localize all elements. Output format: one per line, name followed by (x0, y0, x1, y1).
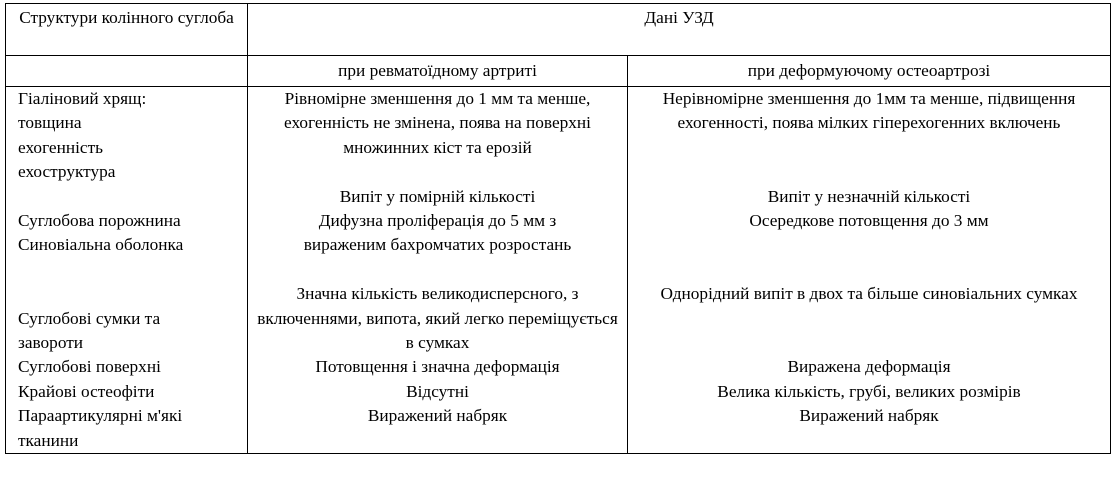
ra-header-cell (248, 56, 628, 87)
subheader-row (6, 56, 1111, 87)
structure-bursae: Суглобові сумки та (18, 308, 161, 328)
oa-column (628, 87, 1111, 454)
structure-synovium: Синовіальна оболонка (18, 235, 184, 255)
structure-thickness: товщина (18, 113, 82, 133)
oa-header-cell (628, 56, 1111, 87)
structures-column (6, 87, 248, 454)
ra-header: при ревматоїдному артриті (338, 61, 537, 80)
oa-cartilage: Нерівномірне зменшення до 1мм та менше, підвищення ехогенності, поява мілких гіперехогенних включень (662, 89, 1076, 133)
structure-echostructure: ехоструктура (18, 162, 116, 182)
oa-header: при деформуючому остеоартрозі (747, 61, 991, 80)
ra-effusion: Випіт у помірній кількості (339, 186, 536, 206)
oa-soft-tissue: Виражений набряк (799, 406, 939, 426)
structure-echogenicity: ехогенність (18, 137, 103, 157)
ultrasound-comparison-table (5, 3, 1111, 454)
us-data-header: Дані УЗД (644, 8, 714, 27)
ra-surfaces: Потовщення і значна деформація (315, 357, 560, 377)
header-row (6, 4, 1111, 56)
ra-bursae: Значна кількість великодисперсного, з включеннями, випота, який легко переміщується в сумках (257, 284, 618, 352)
empty-subheader-cell (6, 56, 248, 87)
ra-column (248, 87, 628, 454)
structure-joint-surfaces: Суглобові поверхні (18, 357, 161, 377)
oa-osteophytes: Велика кількість, грубі, великих розмірів (717, 381, 1021, 401)
structure-osteophytes: Крайові остеофіти (18, 381, 155, 401)
oa-bursae: Однорідний випіт в двох та більше синовіальних сумках (660, 284, 1078, 304)
body-row (6, 87, 1111, 454)
structures-header: Структури колінного суглоба (19, 8, 234, 27)
ra-synovium: Дифузна проліферація до 5 мм з вираженим бахромчатих розростань (303, 211, 572, 255)
ra-cartilage: Рівномірне зменшення до 1 мм та менше, ехогенність не змінена, поява на поверхні множинних кіст та ерозій (284, 89, 591, 157)
ra-soft-tissue: Виражений набряк (367, 406, 508, 426)
structures-header-cell (6, 4, 248, 56)
oa-surfaces: Виражена деформація (787, 357, 951, 377)
structure-soft-tissue: Параартикулярні м'які (18, 406, 183, 426)
us-data-header-cell (248, 4, 1111, 56)
structure-recesses: завороти (18, 333, 84, 353)
ra-osteophytes: Відсутні (406, 381, 469, 401)
structure-cartilage: Гіаліновий хрящ: (18, 89, 147, 108)
oa-effusion: Випіт у незначній кількості (767, 186, 971, 206)
structure-soft-tissue-cont: тканини (18, 430, 79, 450)
oa-synovium: Осередкове потовщення до 3 мм (749, 211, 989, 230)
structure-joint-cavity: Суглобова порожнина (18, 211, 181, 231)
